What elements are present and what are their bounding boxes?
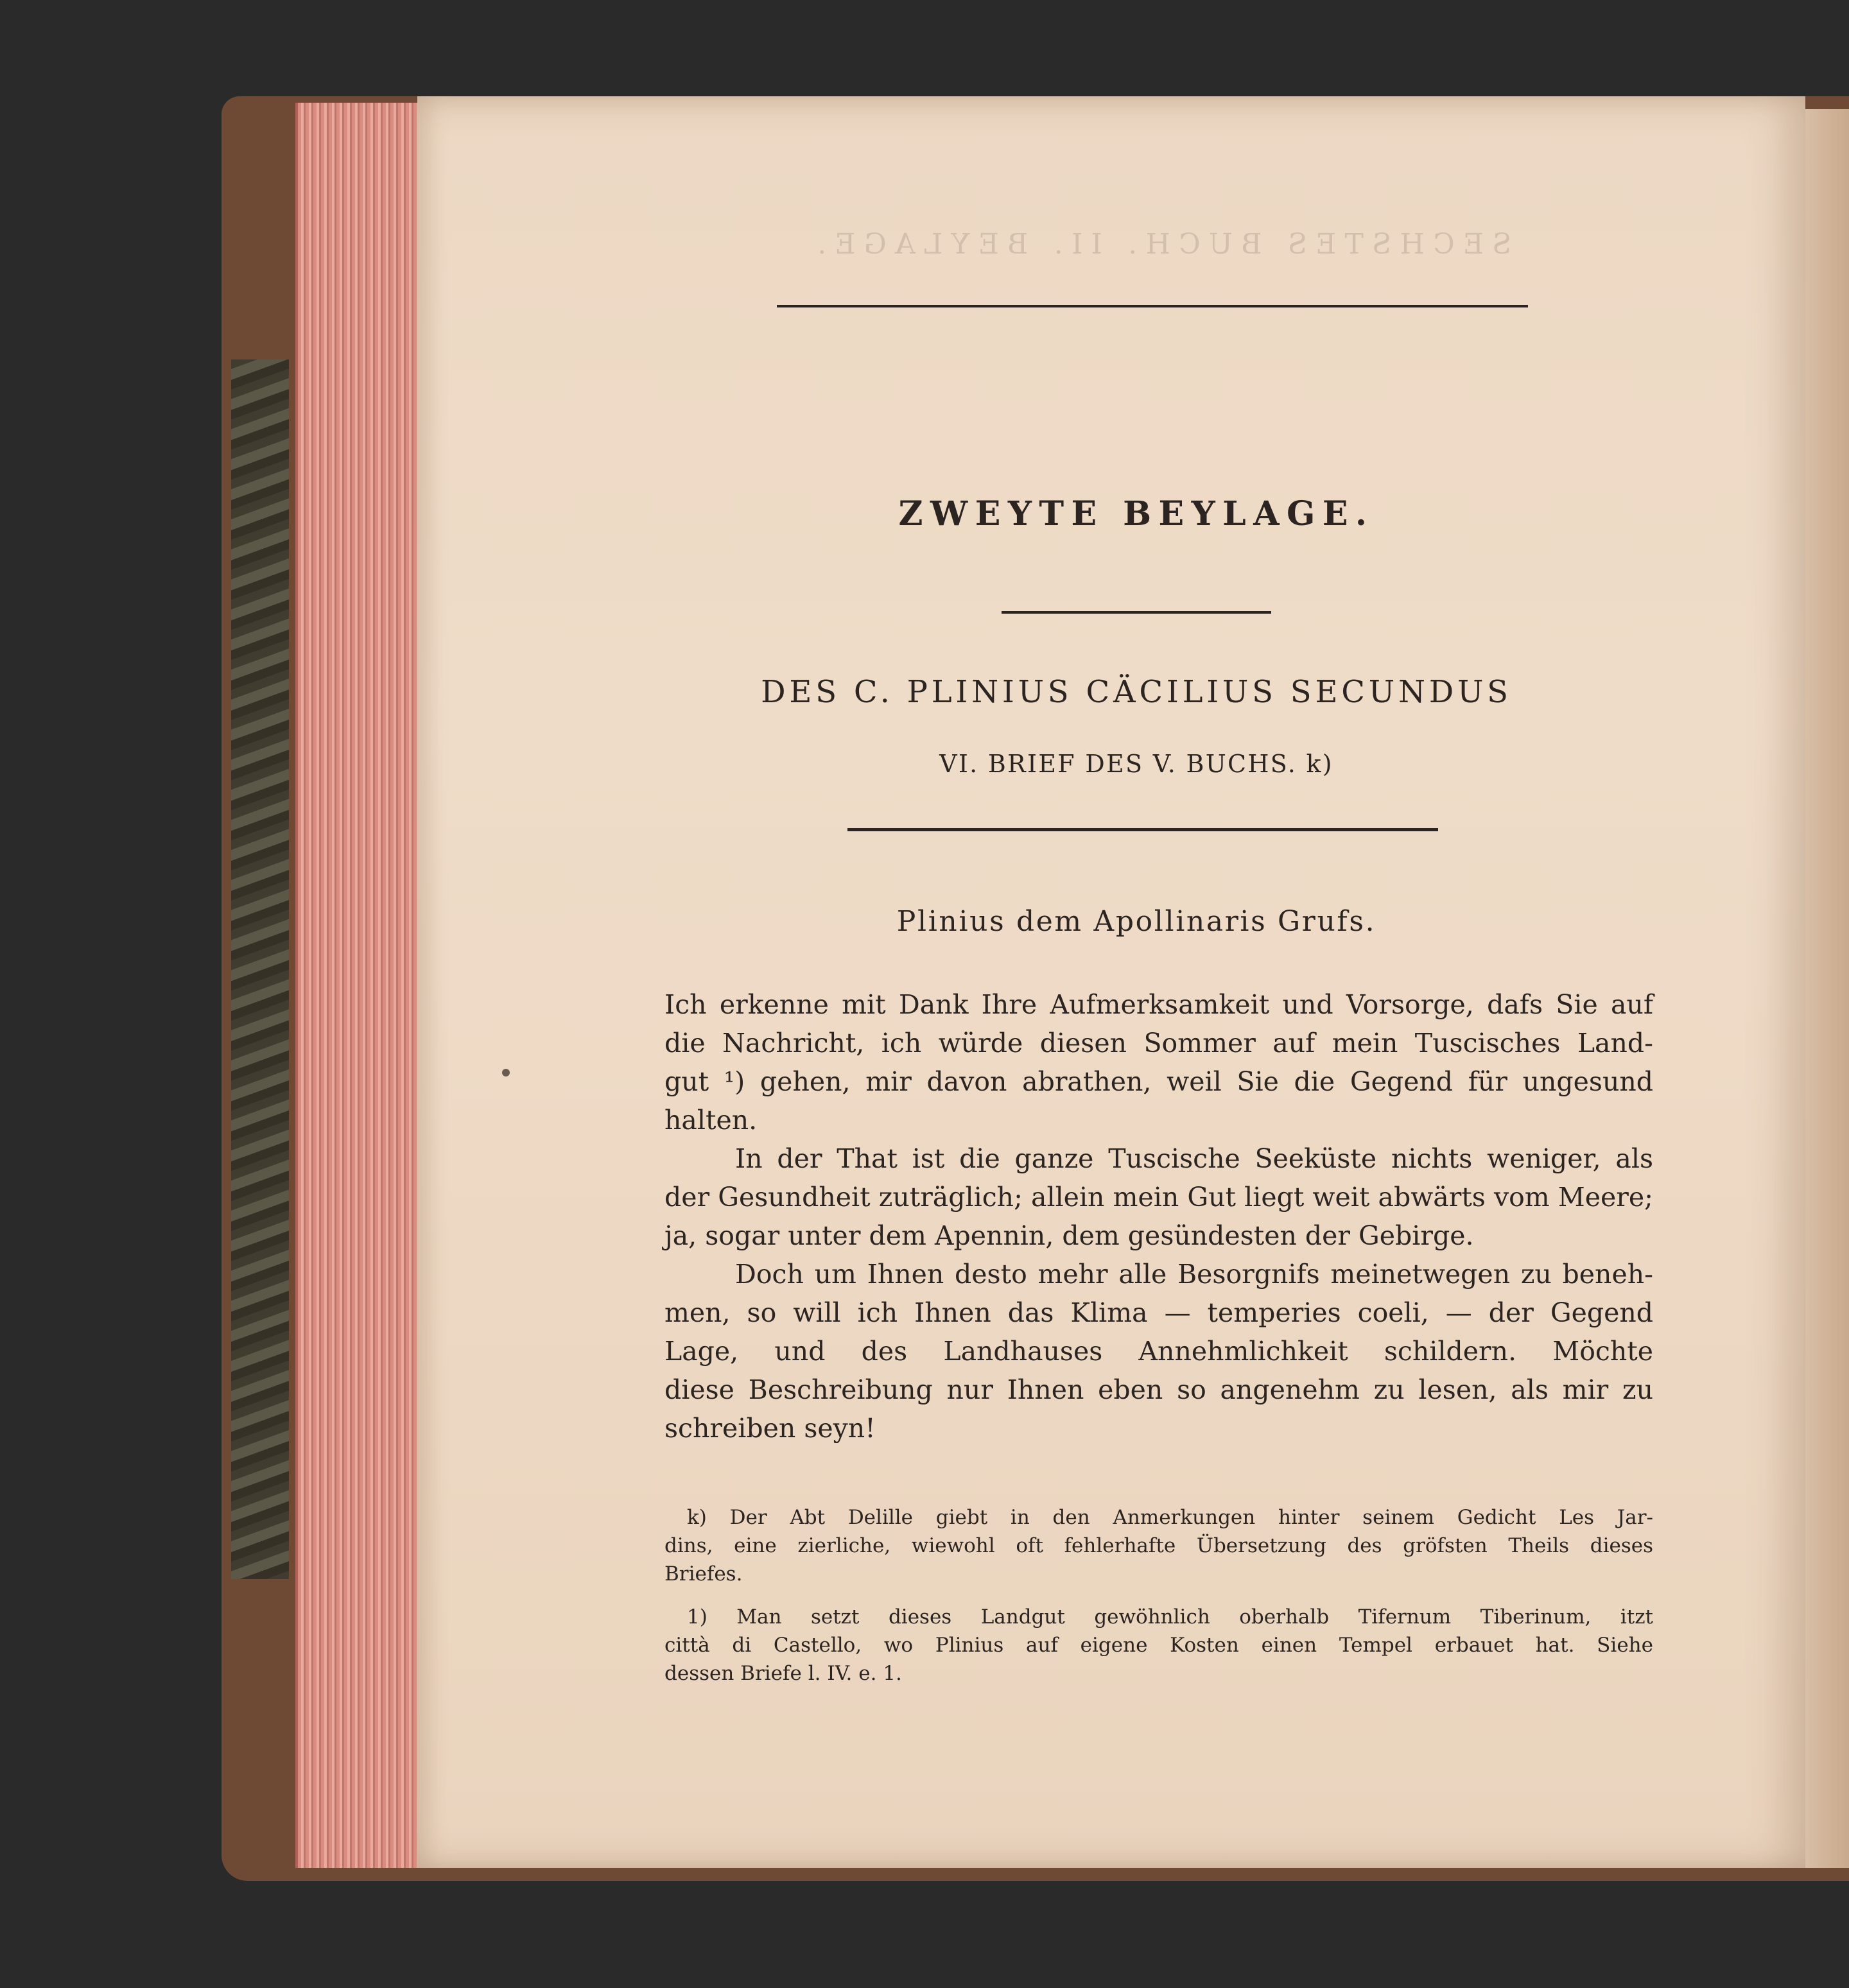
book-page: [417, 96, 1805, 1868]
text-line: diese Beschreibung nur Ihnen eben so angenehm zu lesen, als mir zu: [664, 1374, 1653, 1405]
title-rule: [1002, 611, 1271, 614]
marbled-cover-band: [231, 359, 289, 1579]
facing-page-edge: [1805, 109, 1849, 1868]
text-line: men, so will ich Ihnen das Klima — temperies coeli, — der Gegend: [664, 1297, 1653, 1328]
text-line: Doch um Ihnen desto mehr alle Besorgnifs meinetwegen zu beneh-: [735, 1259, 1653, 1290]
subtitle-rule: [847, 828, 1438, 831]
subtitle: DES C. PLINIUS CÄCILIUS SECUNDUS: [761, 674, 1512, 710]
paragraph-2: [664, 1139, 1653, 1255]
page-title: ZWEYTE BEYLAGE.: [898, 494, 1375, 533]
letter-reference: VI. BRIEF DES V. BUCHS. k): [939, 750, 1333, 778]
footnote-line: 1) Man setzt dieses Landgut gewöhnlich oberhalb Tifernum Tiberinum, itzt: [687, 1605, 1653, 1629]
paragraph-3: [664, 1255, 1653, 1448]
text-line: In der That ist die ganze Tuscische Seeküste nichts weniger, als: [735, 1143, 1653, 1174]
text-line: schreiben seyn!: [664, 1413, 876, 1444]
footnote-k: [664, 1503, 1653, 1588]
text-line: halten.: [664, 1105, 758, 1136]
text-line: die Nachricht, ich würde diesen Sommer auf mein Tuscisches Land-: [664, 1028, 1653, 1059]
text-line: gut ¹) gehen, mir davon abrathen, weil Sie die Gegend für ungesund: [664, 1066, 1653, 1097]
text-line: ja, sogar unter dem Apennin, dem gesündesten der Gebirge.: [664, 1220, 1474, 1251]
footnote-line: dessen Briefe l. IV. e. 1.: [664, 1662, 902, 1685]
page-edges-red: [295, 103, 426, 1868]
text-line: der Gesundheit zuträglich; allein mein Gut liegt weit abwärts vom Meere;: [664, 1182, 1653, 1213]
paper-spot: [502, 1069, 510, 1076]
text-line: Ich erkenne mit Dank Ihre Aufmerksamkeit und Vorsorge, dafs Sie auf: [664, 989, 1653, 1020]
footnote-line: Briefes.: [664, 1562, 743, 1586]
greeting: Plinius dem Apollinaris Grufs.: [896, 905, 1376, 938]
footnote-line: città di Castello, wo Plinius auf eigene Kosten einen Tempel erbauet hat. Siehe: [664, 1634, 1653, 1657]
text-line: Lage, und des Landhauses Annehmlichkeit schildern. Möchte: [664, 1336, 1653, 1367]
footnote-line: dins, eine zierliche, wiewohl oft fehlerhafte Übersetzung des gröfsten Theils dieses: [664, 1534, 1653, 1557]
footnote-l: [664, 1603, 1653, 1688]
footnote-line: k) Der Abt Delille giebt in den Anmerkungen hinter seinem Gedicht Les Jar-: [687, 1506, 1653, 1529]
paragraph-1: [664, 985, 1653, 1139]
top-rule: [777, 305, 1528, 307]
bleed-through-header: SECHSTES BUCH. II. BEYLAGE.: [809, 228, 1512, 261]
